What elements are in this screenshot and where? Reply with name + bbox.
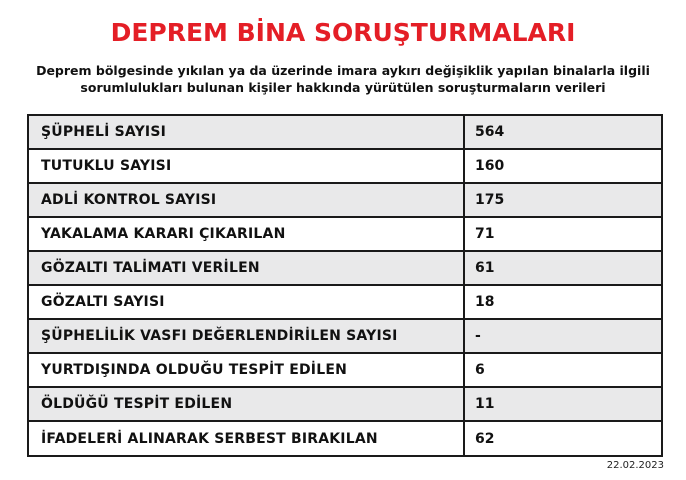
date-stamp: 22.02.2023 — [606, 460, 664, 471]
row-label: YURTDIŞINDA OLDUĞU TESPİT EDİLEN — [29, 354, 465, 386]
row-value: 564 — [475, 124, 505, 140]
data-table — [27, 114, 663, 457]
row-value: - — [475, 328, 481, 344]
table-row — [29, 150, 661, 184]
page-title: DEPREM BİNA SORUŞTURMALARI — [110, 18, 576, 47]
row-value: 61 — [475, 260, 495, 276]
table-row — [29, 252, 661, 286]
row-label: ŞÜPHELİ SAYISI — [29, 116, 465, 148]
row-label: GÖZALTI TALİMATI VERİLEN — [29, 252, 465, 284]
table-row — [29, 218, 661, 252]
table-row — [29, 354, 661, 388]
row-label: ÖLDÜĞÜ TESPİT EDİLEN — [29, 388, 465, 420]
table-row — [29, 320, 661, 354]
table-row — [29, 388, 661, 422]
table-row — [29, 184, 661, 218]
row-value: 160 — [475, 158, 505, 174]
row-value: 62 — [475, 430, 495, 447]
page-subtitle: Deprem bölgesinde yıkılan ya da üzerinde imara aykırı değişiklik yapılan binalarla ilgili sorumlulukları bulunan kişiler hakkında yürütülen soruşturmaların verileri — [36, 63, 650, 95]
row-label: ADLİ KONTROL SAYISI — [29, 184, 465, 216]
row-value: 11 — [475, 396, 495, 412]
table-row — [29, 422, 661, 455]
row-label: GÖZALTI SAYISI — [29, 286, 465, 318]
row-label: TUTUKLU SAYISI — [29, 150, 465, 182]
table-row — [29, 116, 661, 150]
table-row — [29, 286, 661, 320]
row-value: 175 — [475, 192, 505, 208]
row-value: 6 — [475, 362, 485, 378]
row-value: 71 — [475, 226, 495, 242]
row-label: ŞÜPHELİLİK VASFI DEĞERLENDİRİLEN SAYISI — [29, 320, 465, 352]
row-label: YAKALAMA KARARI ÇIKARILAN — [29, 218, 465, 250]
row-value: 18 — [475, 294, 495, 310]
row-label: İFADELERİ ALINARAK SERBEST BIRAKILAN — [29, 422, 465, 455]
